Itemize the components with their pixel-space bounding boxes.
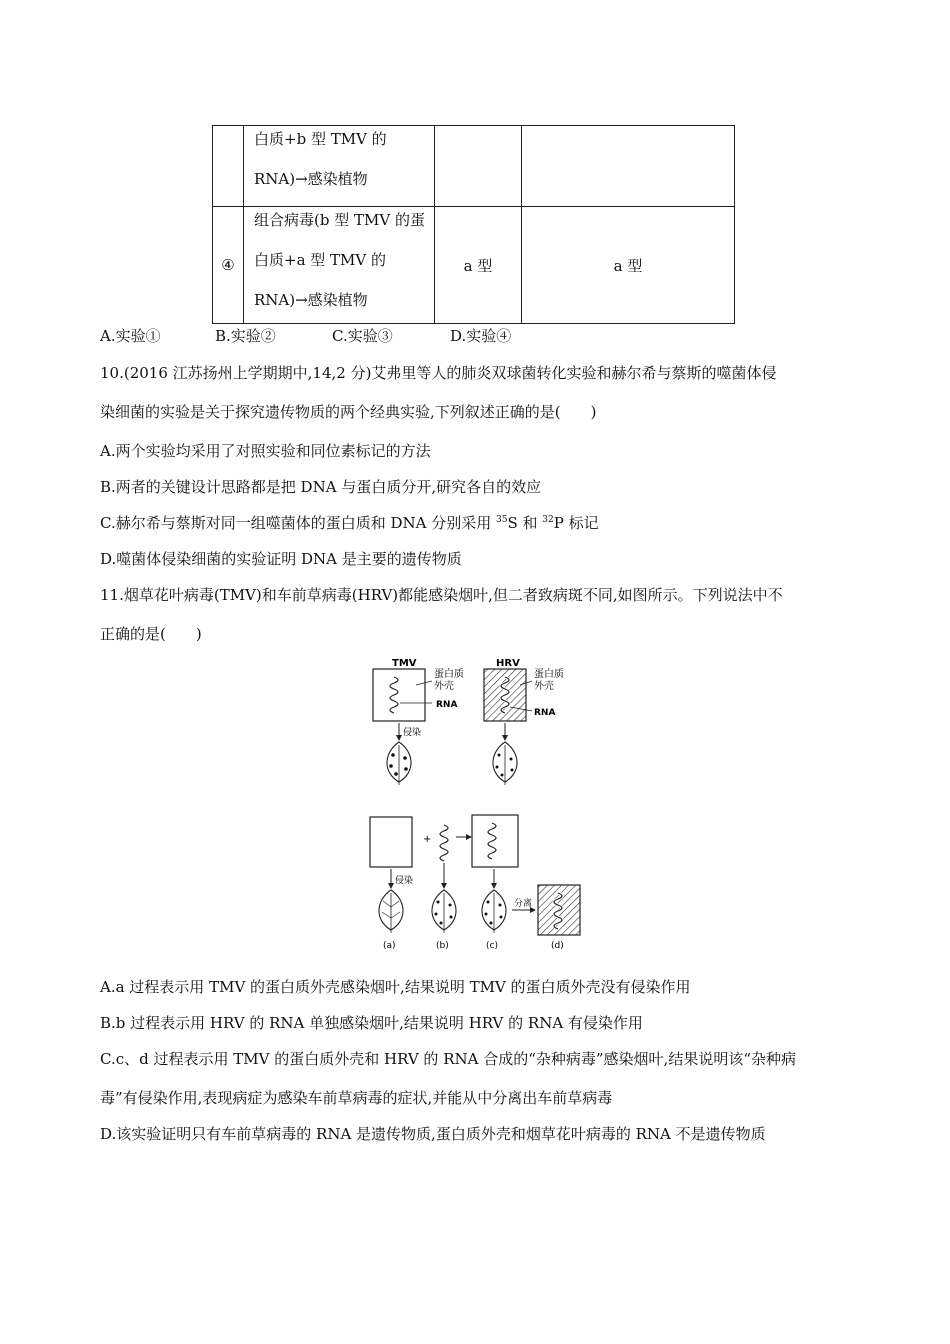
virus-infection-figure [360, 655, 600, 955]
option-a[interactable]: A.实验① [100, 327, 161, 345]
arrow-head [396, 735, 402, 741]
leaf-c [482, 890, 506, 933]
table-cell-result-2 [522, 126, 735, 207]
leaf-hrv-infected [493, 742, 517, 785]
table-cell-desc [244, 207, 435, 324]
rna-label: RNA [534, 708, 556, 718]
arrow-head [491, 883, 497, 889]
leaf-b [432, 890, 456, 933]
leaf-a [379, 890, 403, 933]
table-row [213, 207, 735, 324]
leaf-tmv-infected [387, 742, 411, 785]
caption-c: (c) [486, 941, 498, 951]
option-b[interactable]: B.实验② [215, 327, 276, 345]
superscript: 32 [542, 515, 554, 525]
table-cell-desc [244, 126, 435, 207]
q10-option-b[interactable]: B.两者的关键设计思路都是把 DNA 与蛋白质分开,研究各自的效应 [100, 478, 542, 496]
rna-label: RNA [436, 700, 458, 710]
hrv-rna-alone [440, 825, 448, 861]
tmv-label: TMV [392, 658, 417, 669]
tmv-protein-coat-alone [370, 817, 412, 867]
desc-line: 白质+b 型 TMV 的 [254, 130, 387, 148]
option-c[interactable]: C.实验③ [332, 327, 393, 345]
infect-label: 侵染 [395, 876, 414, 886]
table-cell-result-1: a 型 [435, 207, 522, 324]
experiment-table [212, 125, 735, 324]
protein-label-2: 外壳 [534, 681, 554, 692]
q10-option-a[interactable]: A.两个实验均采用了对照实验和同位素标记的方法 [100, 442, 431, 460]
superscript: 35 [496, 515, 508, 525]
separate-label: 分离 [514, 899, 533, 909]
plus-sign: + [423, 834, 432, 845]
caption-a: (a) [383, 941, 396, 951]
desc-line: RNA)→感染植物 [254, 291, 368, 309]
table-cell-result-2: a 型 [522, 207, 735, 324]
infect-label: 侵染 [403, 728, 422, 738]
table-row [213, 126, 735, 207]
arrow-head [388, 883, 394, 889]
q11-option-c-line2[interactable]: 毒”有侵染作用,表现病症为感染车前草病毒的症状,并能从中分离出车前草病毒 [100, 1089, 613, 1107]
q11-option-c-line1[interactable]: C.c、d 过程表示用 TMV 的蛋白质外壳和 HRV 的 RNA 合成的“杂种病毒”感染烟叶,结果说明该“杂种病 [100, 1050, 796, 1068]
protein-label-1: 蛋白质 [534, 669, 564, 680]
desc-line: RNA)→感染植物 [254, 170, 368, 188]
q11-stem-line2: 正确的是( ) [100, 625, 202, 643]
hybrid-virus [472, 815, 518, 867]
desc-line: 白质+a 型 TMV 的 [254, 251, 387, 269]
q10-option-c-text: P 标记 [553, 514, 599, 532]
arrow-head [502, 735, 508, 741]
q11-option-b[interactable]: B.b 过程表示用 HRV 的 RNA 单独感染烟叶,结果说明 HRV 的 RNA 有侵染作用 [100, 1014, 643, 1032]
desc-line: 组合病毒(b 型 TMV 的蛋 [254, 211, 425, 229]
caption-d: (d) [551, 941, 564, 951]
arrow-head [441, 883, 447, 889]
q10-option-c-text: S 和 [507, 514, 543, 532]
q11-stem-line1: 11.烟草花叶病毒(TMV)和车前草病毒(HRV)都能感染烟叶,但二者致病斑不同,如图所示。下列说法中不 [100, 586, 783, 604]
q10-option-c-text: C.赫尔希与蔡斯对同一组噬菌体的蛋白质和 DNA 分别采用 [100, 514, 497, 532]
protein-label-2: 外壳 [434, 681, 454, 692]
arrow-head [466, 834, 472, 840]
q10-option-d[interactable]: D.噬菌体侵染细菌的实验证明 DNA 是主要的遗传物质 [100, 550, 462, 568]
tmv-protein-coat [373, 669, 425, 721]
q11-option-a[interactable]: A.a 过程表示用 TMV 的蛋白质外壳感染烟叶,结果说明 TMV 的蛋白质外壳没有侵染作用 [100, 978, 691, 996]
option-d[interactable]: D.实验④ [450, 327, 512, 345]
q11-option-d[interactable]: D.该实验证明只有车前草病毒的 RNA 是遗传物质,蛋白质外壳和烟草花叶病毒的 RNA 不是遗传物质 [100, 1125, 766, 1143]
q10-option-c[interactable] [100, 512, 599, 533]
protein-label-1: 蛋白质 [434, 669, 464, 680]
q10-stem-line1: 10.(2016 江苏扬州上学期期中,14,2 分)艾弗里等人的肺炎双球菌转化实验和赫尔希与蔡斯的噬菌体侵 [100, 364, 777, 382]
q10-stem-line2: 染细菌的实验是关于探究遗传物质的两个经典实验,下列叙述正确的是( ) [100, 403, 597, 421]
table-cell-num: ④ [213, 207, 244, 324]
caption-b: (b) [436, 941, 449, 951]
hrv-label: HRV [496, 658, 520, 669]
table-cell-result-1 [435, 126, 522, 207]
table-cell-num [213, 126, 244, 207]
